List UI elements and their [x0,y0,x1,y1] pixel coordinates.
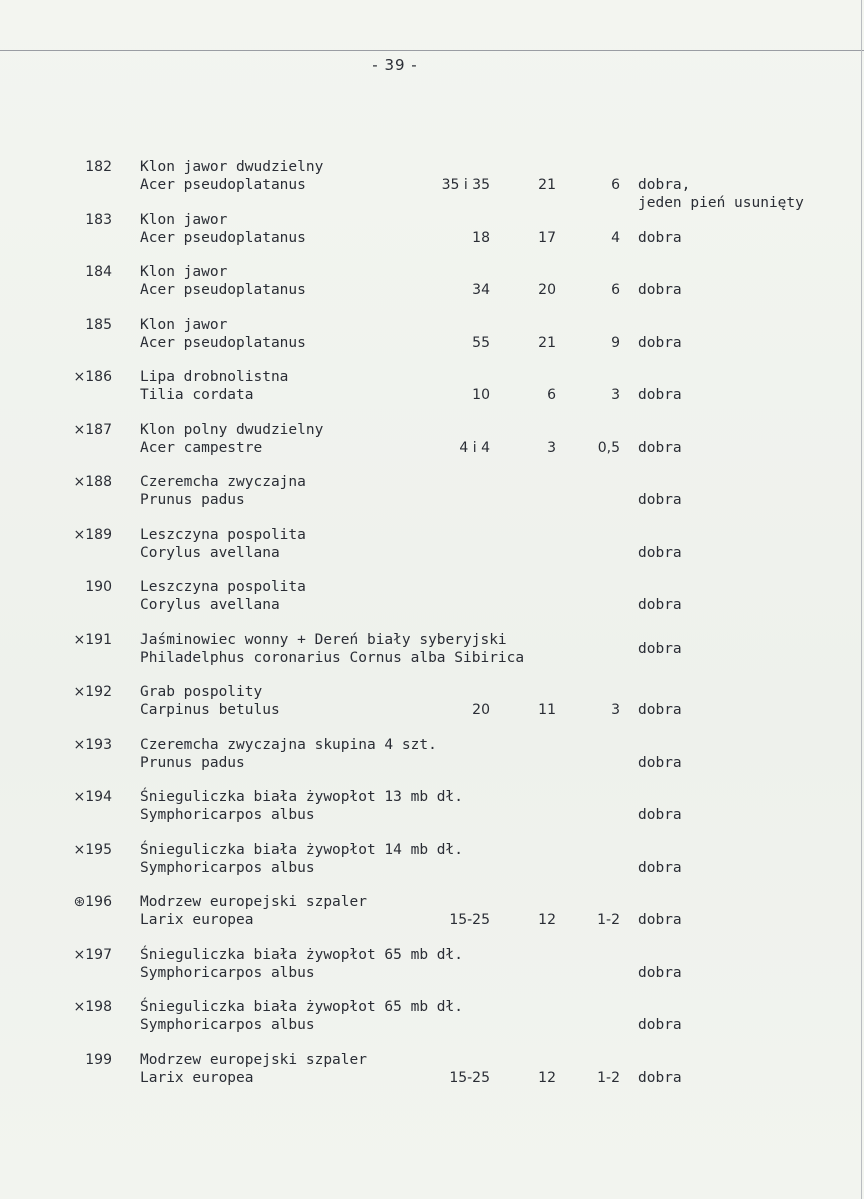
condition: dobra [638,641,682,657]
polish-name: Jaśminowiec wonny + Dereń biały syberyjski [140,632,507,648]
entry-number: ×197 [73,947,112,963]
measure-3: 1-2 [597,1070,620,1086]
table-row [0,316,864,356]
table-row [0,368,864,408]
measure-2: 20 [538,282,556,298]
table-row [0,526,864,566]
page-number: - 39 - [372,56,418,74]
table-row [0,578,864,618]
latin-name: Prunus padus [140,492,245,508]
entry-number: ×186 [73,369,112,385]
polish-name: Klon jawor [140,264,228,280]
latin-name: Acer pseudoplatanus [140,230,306,246]
condition: dobra [638,755,682,771]
condition: dobra [638,545,682,561]
table-row [0,473,864,513]
measure-3: 6 [611,282,620,298]
latin-name: Acer pseudoplatanus [140,335,306,351]
condition: dobra [638,1017,682,1033]
measure-1: 15-25 [449,1070,490,1086]
latin-name: Acer pseudoplatanus [140,282,306,298]
latin-name: Symphoricarpos albus [140,1017,315,1033]
entry-number: ×198 [73,999,112,1015]
measure-1: 55 [472,335,490,351]
measure-2: 21 [538,177,556,193]
polish-name: Leszczyna pospolita [140,527,306,543]
condition: dobra [638,965,682,981]
latin-name: Philadelphus coronarius Cornus alba Sibirica [140,650,525,666]
measure-1: 15-25 [449,912,490,928]
table-row [0,946,864,986]
table-row [0,631,864,671]
entry-number: ×187 [73,422,112,438]
condition: dobra [638,335,682,351]
condition: dobra [638,492,682,508]
polish-name: Klon jawor [140,317,228,333]
condition: dobra [638,912,682,928]
entry-number: ×188 [73,474,112,490]
latin-name: Symphoricarpos albus [140,965,315,981]
latin-name: Prunus padus [140,755,245,771]
measure-1: 10 [472,387,490,403]
polish-name: Leszczyna pospolita [140,579,306,595]
measure-3: 0,5 [597,440,620,456]
entry-number: 183 [85,212,112,228]
condition: dobra [638,860,682,876]
entry-number: ×195 [73,842,112,858]
measure-2: 3 [547,440,556,456]
table-row [0,421,864,461]
top-rule [0,50,864,51]
entry-number: ×191 [73,632,112,648]
condition: dobra [638,702,682,718]
polish-name: Klon polny dwudzielny [140,422,324,438]
entry-number: 182 [85,159,112,175]
measure-2: 21 [538,335,556,351]
table-row [0,893,864,933]
table-row [0,788,864,828]
table-row [0,683,864,723]
entry-number: ×193 [73,737,112,753]
condition: dobra [638,282,682,298]
latin-name: Symphoricarpos albus [140,807,315,823]
polish-name: Klon jawor dwudzielny [140,159,324,175]
measure-1: 18 [472,230,490,246]
measure-3: 4 [611,230,620,246]
polish-name: Czeremcha zwyczajna [140,474,306,490]
measure-1: 34 [472,282,490,298]
condition: dobra, [638,177,691,193]
entry-number: 185 [85,317,112,333]
table-row [0,211,864,251]
latin-name: Acer pseudoplatanus [140,177,306,193]
measure-2: 11 [538,702,556,718]
latin-name: Tilia cordata [140,387,254,403]
condition: dobra [638,440,682,456]
entry-number: 184 [85,264,112,280]
table-row [0,841,864,881]
latin-name: Carpinus betulus [140,702,280,718]
latin-name: Corylus avellana [140,597,280,613]
latin-name: Larix europea [140,1070,254,1086]
polish-name: Śnieguliczka biała żywopłot 65 mb dł. [140,947,464,963]
table-row [0,998,864,1038]
entry-number: ×194 [73,789,112,805]
measure-1: 35 i 35 [441,177,490,193]
measure-3: 9 [611,335,620,351]
latin-name: Symphoricarpos albus [140,860,315,876]
measure-3: 3 [611,702,620,718]
polish-name: Klon jawor [140,212,228,228]
condition: dobra [638,807,682,823]
polish-name: Śnieguliczka biała żywopłot 13 mb dł. [140,789,464,805]
measure-1: 20 [472,702,490,718]
polish-name: Śnieguliczka biała żywopłot 65 mb dł. [140,999,464,1015]
condition-note: jeden pień usunięty [638,195,804,211]
entry-number: ×192 [73,684,112,700]
measure-2: 6 [547,387,556,403]
polish-name: Modrzew europejski szpaler [140,894,367,910]
entry-number: ⊛196 [73,894,112,910]
condition: dobra [638,387,682,403]
entry-number: ×189 [73,527,112,543]
measure-2: 17 [538,230,556,246]
entry-number: 190 [85,579,112,595]
latin-name: Acer campestre [140,440,263,456]
measure-2: 12 [538,1070,556,1086]
table-row [0,263,864,303]
polish-name: Czeremcha zwyczajna skupina 4 szt. [140,737,437,753]
polish-name: Modrzew europejski szpaler [140,1052,367,1068]
polish-name: Śnieguliczka biała żywopłot 14 mb dł. [140,842,464,858]
table-row [0,158,864,211]
polish-name: Grab pospolity [140,684,263,700]
measure-2: 12 [538,912,556,928]
condition: dobra [638,597,682,613]
measure-3: 6 [611,177,620,193]
latin-name: Corylus avellana [140,545,280,561]
polish-name: Lipa drobnolistna [140,369,289,385]
measure-3: 3 [611,387,620,403]
latin-name: Larix europea [140,912,254,928]
entry-number: 199 [85,1052,112,1068]
table-row [0,736,864,776]
measure-1: 4 i 4 [459,440,490,456]
condition: dobra [638,230,682,246]
measure-3: 1-2 [597,912,620,928]
condition: dobra [638,1070,682,1086]
table-row [0,1051,864,1091]
